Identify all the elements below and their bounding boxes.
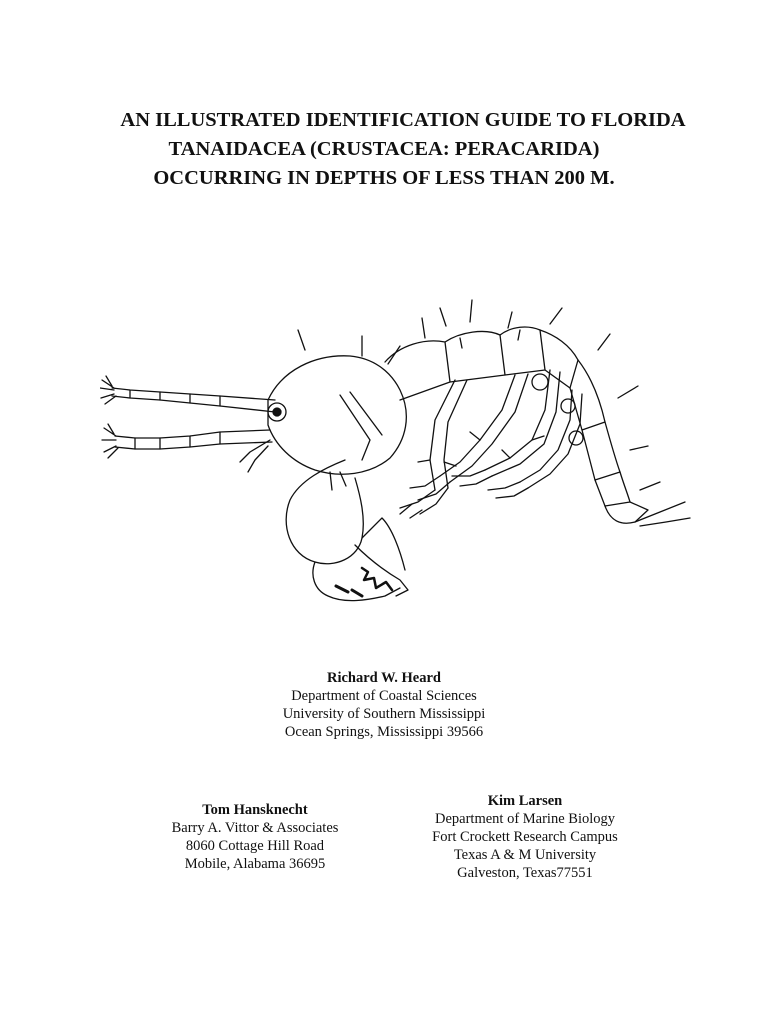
author-block-heard: [234, 669, 534, 741]
pereon: [385, 300, 578, 400]
title-line-1: AN ILLUSTRATED IDENTIFICATION GUIDE TO FLORIDA: [120, 109, 686, 131]
document-title: [0, 106, 768, 193]
antenna-lower: [102, 424, 272, 472]
title-line-2: TANAIDACEA (CRUSTACEA: PERACARIDA): [168, 138, 600, 160]
author-street: 8060 Cottage Hill Road: [185, 838, 325, 854]
pleon: [570, 334, 690, 526]
carapace: [268, 330, 406, 474]
tanaid-illustration: [100, 290, 700, 620]
author-name: Richard W. Heard: [327, 670, 441, 686]
pereopods: [400, 370, 583, 518]
author-name: Kim Larsen: [487, 793, 563, 809]
author-institution: University of Southern Mississippi: [282, 706, 486, 722]
cheliped: [286, 460, 408, 601]
author-institution: Texas A & M University: [453, 847, 597, 863]
author-affiliation: Barry A. Vittor & Associates: [171, 820, 339, 836]
author-affiliation: Department of Coastal Sciences: [291, 688, 477, 704]
author-block-hansknecht: [140, 801, 370, 873]
author-address: Galveston, Texas77551: [457, 865, 593, 881]
author-address: Mobile, Alabama 36695: [184, 856, 326, 872]
title-line-3: OCCURRING IN DEPTHS OF LESS THAN 200 M.: [153, 167, 615, 189]
author-campus: Fort Crockett Research Campus: [432, 829, 618, 845]
author-address: Ocean Springs, Mississippi 39566: [284, 724, 484, 740]
author-name: Tom Hansknecht: [202, 802, 308, 818]
antennule-upper: [100, 376, 275, 412]
author-block-larsen: [405, 792, 645, 882]
author-affiliation: Department of Marine Biology: [435, 811, 615, 827]
